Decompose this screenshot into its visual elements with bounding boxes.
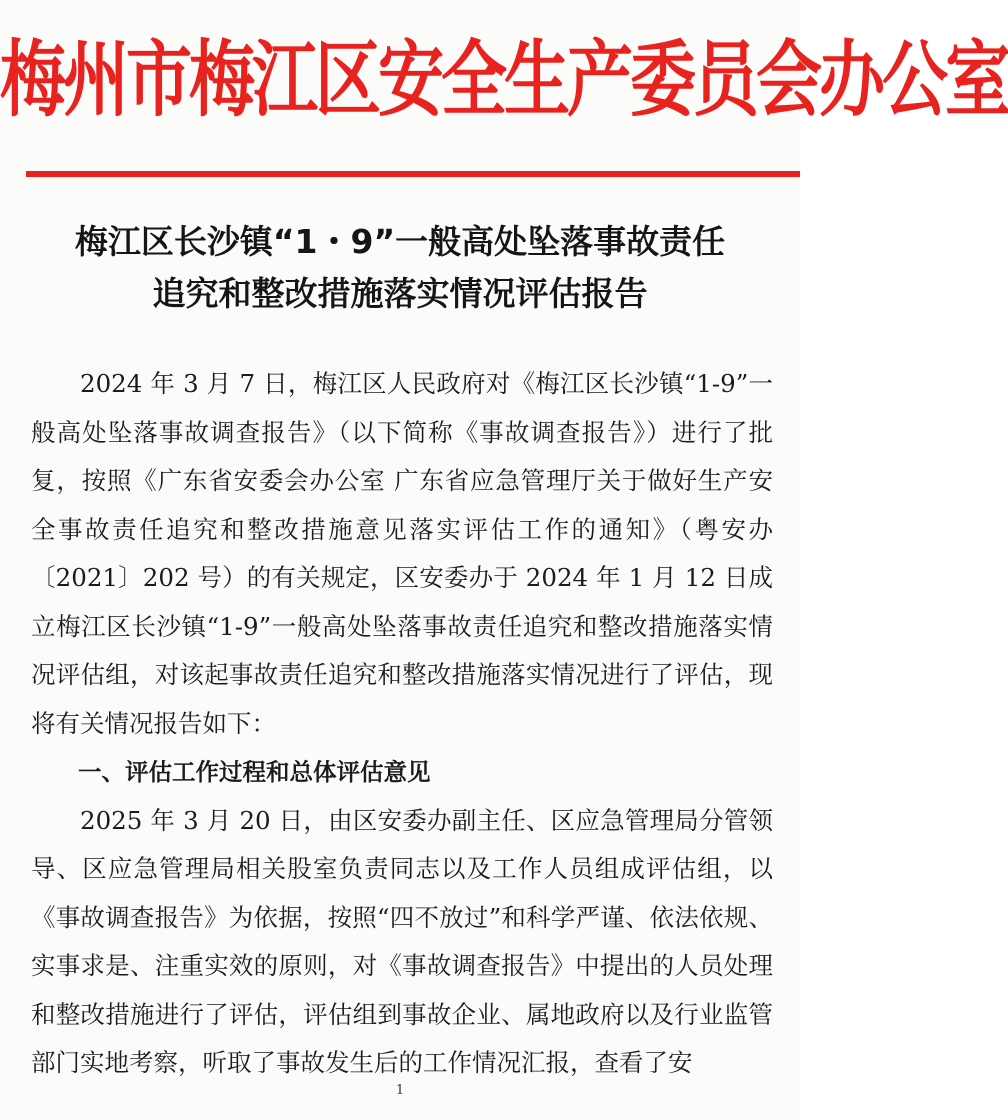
section-paragraph: 2025 年 3 月 20 日，由区安委办副主任、区应急管理局分管领导、区应急管理局相关股室负责同志以及工作人员组成评估组，以《事故调查报告》为依据，按照“四不放过”和科学严谨、依法依规、实事求是、注重实效的原则，对《事故调查报告》中提出的人员处理和整改措施进行了评估，评估组到事故企业、属地政府以及行业监管部门实地考察，听取了事故发生后的工作情况汇报，查看了安 <box>31 805 773 1077</box>
document-title-line-1: 梅江区长沙镇“1・9”一般高处坠落事故责任 <box>74 222 726 261</box>
intro-paragraph: 2024 年 3 月 7 日，梅江区人民政府对《梅江区长沙镇“1-9”一般高处坠落事故调查报告》（以下简称《事故调查报告》）进行了批复，按照《广东省安委会办公室 广东省应急管理厅关于做好生产安全事故责任追究和整改措施意见落实评估工作的通知》（粤安办〔2021〕202 号）的有关规定，区安委办于 2024 年 1 月 12 日成立梅江区长沙镇“1-9”一般高处坠落事故责任追究和整改措施落实情况评估组，对该起事故责任追究和整改措施落实情况进行了评估，现将有关情况报告如下： <box>31 369 773 738</box>
red-header-rule <box>26 171 800 177</box>
document-body <box>31 360 773 1088</box>
issuing-office-title: 梅州市梅江区安全生产委员会办公室 <box>0 31 1008 128</box>
page-number: 1 <box>395 1083 405 1098</box>
red-header <box>0 18 1008 128</box>
document-title-line-2: 追究和整改措施落实情况评估报告 <box>152 274 648 313</box>
document-title <box>0 216 800 320</box>
section-heading: 一、评估工作过程和总体评估意见 <box>78 758 431 786</box>
